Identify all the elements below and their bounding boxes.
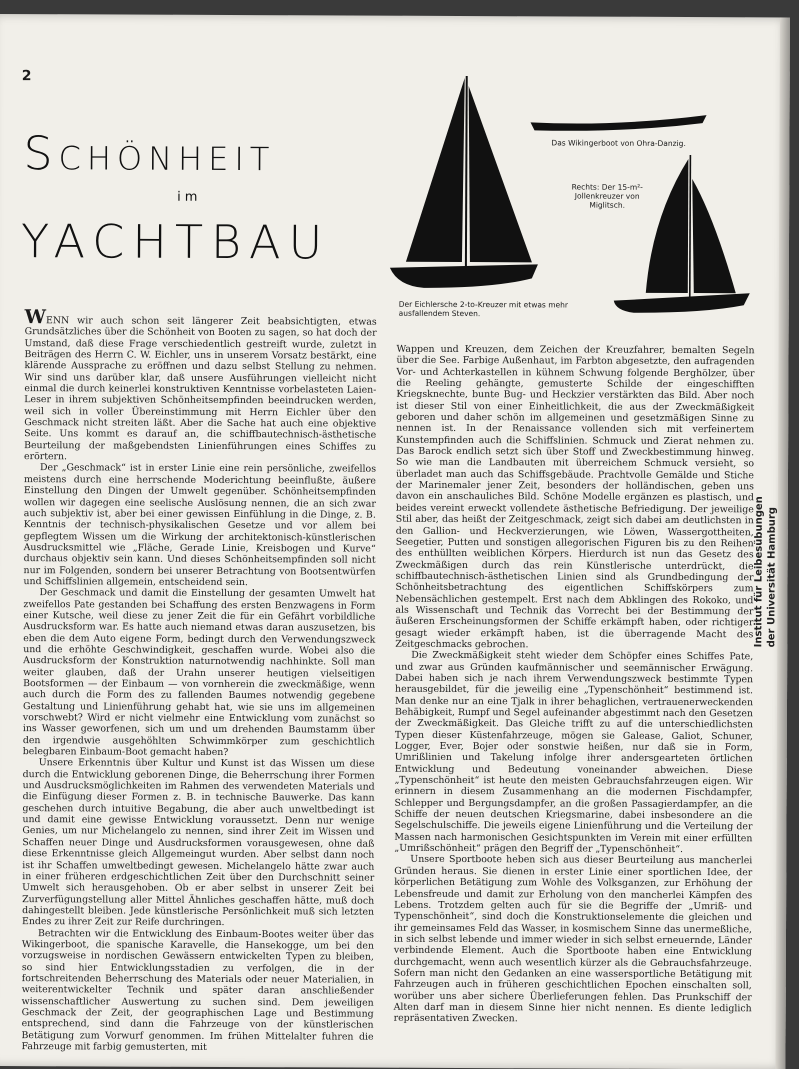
- paragraph: Die Zweckmäßigkeit steht wieder dem Schöpfer eines Schiffes Pate, und zwar aus Gründen kaufmännischer und seemännischer Erwägung. Dabei haben sich je nach ihrem Verwendungszweck bestimmte Typen herausgebildet, für die jeweilig eine „Typenschönheit“ bestimmend ist. Man denke nur an eine Tjalk in ihrer behaglichen, vertrauenerweckenden Behäbigkeit, Rumpf und Segel aufeinander abgestimmt nach den Gesetzen der Zweckmäßigkeit. Das Gleiche trifft zu auf die unterschiedlichsten Typen dieser Küstenfahrzeuge, mögen sie Galease, Galiot, Schuner, Logger, Ever, Bojer oder sonstwie heißen, nur daß sie in Form, Umrißlinien und Takelung infolge ihrer andersgearteten örtlichen Entwicklung und Bedeutung voneinander abweichen. Diese „Typenschönheit“ ist heute den meisten Gebrauchsfahrzeugen eigen. Wir erinnern in diesem Zusammenhang an die modernen Fischdampfer, Schlepper und Bergungsdampfer, an die großen Passagierdampfer, an die Schiffe der neuen deutschen Kriegsmarine, dabei insbesondere an die Segelschulschiffe. Die jeweils eigene Linienführung und die Verteilung der Massen nach harmonischen Gesichtspunkten im Verein mit einer erfüllten „Umrißschönheit“ prägen den Begriff der „Typenschönheit“.: [394, 650, 754, 856]
- paragraph: Der Geschmack und damit die Einstellung der gesamten Umwelt hat zweifellos Pate gestanden bei Schaffung des ersten Benzwagens in Form einer Kutsche, weil diese zu jener Zeit die für ein Gefährt vorbildliche Ausdrucksform war. Es hatte auch niemand etwas daran auszusetzen, bis eben die dem Auto eigene Form, bedingt durch den Verwendungszweck und die erhöhte Geschwindigkeit, geschaffen wurde. Wobei also die Ausdrucksform der Konstruktion naturnotwendig nachhinkte. Soll man weiter glauben, daß der Urahn unserer heutigen vielseitigen Bootsformen — der Einbaum — von vornherein die zweckmäßige, wenn auch durch die Form des zu fallenden Baumes notwendig gegebene Gestaltung und Linienführung gehabt hat, wie sie uns im allgemeinen vorschwebt? Wird er nicht vielmehr eine Entwicklung vom zunächst so ins Wasser geworfenen, sich um und um drehenden Baumstamm über den irgendwie ausgehöhlten Schwimmkörper zum geschichtlich belegbaren Einbaum-Boot gemacht haben?: [22, 587, 376, 759]
- title-line-3: YACHTBAU: [20, 214, 331, 270]
- paragraph: Wappen und Kreuzen, dem Zeichen der Kreuzfahrer, bemalten Segeln über die See. Farbige Außenhaut, im Farbton abgesetzte, den aufragenden Vor- und Achterkastellen in kühnem Schwung folgende Berghölzer, über die Reeling gehängte, gemusterte Schilde der eingeschifften Kriegsknechte, bunte Bug- und Heckzier verstärkten das Bild. Aber noch ist dieser Stil von einer Einheitlichkeit, die aus der Zweckmäßigkeit geboren und daher schön im allgemeinen und gesetzmäßigen Sinne zu nennen ist. In der Renaissance vollenden sich mit verfeinertem Kunstempfinden auch die Schiffslinien. Schmuck und Zierat nehmen zu. Das Barock endlich setzt sich über Stoff und Zweckbestimmung hinweg. So wie man die Landbauten mit überreichem Schmuck versieht, so überladet man auch das Schiffsgebäude. Prachtvolle Gemälde und Stiche der Marinemaler jener Zeit, besonders der holländischen, geben uns davon ein anschauliches Bild. Schöne Modelle ergänzen es plastisch, und beides vereint erweckt vollendete ästhetische Befriedigung. Der jeweilige Stil aber, das heißt der Zeitgeschmack, zeigt sich dabei am deutlichsten in den Gallion- und Heckverzierungen, wie Löwen, Wassergottheiten, Seegetier, Putten und sonstigen allegorischen Figuren bis zu den Reihen des enthüllten weiblichen Körpers. Hierdurch ist nun das Gesetz des Zweckmäßigen durch das rein Künstlerische unterdrückt, die schiffbautechnisch-ästhetischen Linien sind als Grundbedingung der Schönheitsbetrachtung des eigentlichen Schiffskörpers zum Nebensächlichen gestempelt. Erst nach dem Abklingen des Rokoko, und als Wissenschaft und Technik das Vorrecht bei der Bestimmung der äußeren Erscheinungsformen der Schiffe erkämpft haben, oder richtiger gesagt wieder erkämpft haben, ist die überragende Macht des Zeitgeschmacks gebrochen.: [395, 343, 755, 651]
- title-line-2: im: [177, 189, 202, 205]
- paragraph: Unsere Erkenntnis über Kultur und Kunst ist das Wissen um diese durch die Entwicklung geborenen Dinge, die Beherrschung ihrer Formen und Ausdrucksmöglichkeiten im Rahmen des verwendeten Materials und die Einfügung dieser Formen z. B. in technische Bauwerke. Das kann geschehen durch intuitive Begabung, die aber auch unweltbedingt ist und damit eine gewisse Entwicklung voraussetzt. Denn nur wenige Genies, um nur Michelangelo zu nennen, sind ihrer Zeit im Wissen und Schaffen neuer Dinge und Ausdrucksformen vorausgewesen, ohne daß diese Erkenntnisse gleich Allgemeingut wurden. Aber selbst dann noch ist ihr Schaffen umweltbedingt gewesen. Michelangelo hätte zwar auch in einer früheren erdgeschichtlichen Zeit über den Durchschnitt seiner Umwelt sich herausgehoben. Ob er aber selbst in unserer Zeit bei Zurverfügungstellung aller Mittel Ähnliches geschaffen hätte, muß doch dahingestellt bleiben. Jede künstlerische Persönlichkeit muß sich letzten Endes zu ihrer Zeit zur Reife durchringen.: [22, 757, 375, 929]
- dinghy-cruiser-illustration: [614, 155, 751, 314]
- stamp-line-2: der Universität Hamburg: [766, 507, 778, 648]
- title-line-1: Schönheit: [23, 126, 276, 182]
- page-number: 2: [21, 68, 32, 85]
- eichler-cruiser-illustration: [390, 76, 539, 289]
- caption-viking-boat: Das Wikingerboot von Ohra-Danzig.: [551, 138, 686, 148]
- paragraph: Unsere Sportboote heben sich aus dieser Beurteilung aus mancherlei Gründen heraus. Sie dienen in erster Linie einer sportlichen Idee, der körperlichen Betätigung zum Wohle des Volksganzen, zur Erhöhung der Lebensfreude und damit zur Erholung von den mancherlei Kämpfen des Lebens. Trotzdem gelten auch für sie die Begriffe der „Umriß- und Typenschönheit“, sind doch die Konstruktionselemente die gleichen und ihr gemeinsames Feld das Wasser, in kosmischem Sinne das unermeßliche, in sich selbst lebende und immer wieder in sich selbst erneuernde, Länder verbindende Element. Auch die Sportboote haben eine Entwicklung durchgemacht, wenn auch wesentlich kürzer als die Gebrauchsfahrzeuge. Sofern man nicht den Gedanken an eine wassersportliche Betätigung mit Fahrzeugen auch in früheren geschichtlichen Epochen einschalten soll, worüber uns aber sichere Überlieferungen fehlen. Das Prunkschiff der Alten darf man in diesem Sinne hier nicht nennen. Es diente lediglich repräsentativen Zwecken.: [393, 854, 753, 1025]
- caption-dinghy-cruiser: Rechts: Der 15-m²-Jollenkreuzer von Miglitsch.: [571, 182, 643, 210]
- article-column-left: [21, 306, 377, 1054]
- viking-boat-illustration: [530, 114, 706, 131]
- magazine-page: [0, 14, 790, 1069]
- article-column-right: [394, 344, 755, 1026]
- paragraph: [24, 306, 377, 464]
- paragraph-text: ENN wir auch schon seit längerer Zeit beabsichtigten, etwas Grundsätzliches über die Schönheit von Booten zu sagen, so hat doch der Umstand, daß diese Frage verschiedentlich gestreift wurde, zuletzt in Beiträgen des Herrn C. W. Eichler, uns in unserem Vorsatz bestärkt, eine klärende Aussprache zu eröffnen und dazu selbst Stellung zu nehmen. Wir sind uns darüber klar, daß unsere Ausführungen vielleicht nicht einmal die durch keinerlei konstruktiven Kenntnisse vorbelasteten Laien-Leser in ihrem subjektiven Schönheitsempfinden beeindrucken werden, weil sich in voller Übereinstimmung mit Herrn Eichler über den Geschmack nicht streiten läßt. Aber die Sache hat auch eine objektive Seite. Uns kommt es darauf an, die schiffbautechnisch-ästhetische Beurteilung der maßgebendsten Linienführungen eines Schiffes zu erörtern.: [24, 315, 377, 463]
- paragraph: Der „Geschmack“ ist in erster Linie eine rein persönliche, zweifellos meistens durch eine herrschende Moderichtung beeinflußte, äußere Einstellung den Dingen der Umwelt gegenüber. Schönheitsempfinden wollen wir dagegen eine seelische Auslösung nennen, die an sich zwar auch subjektiv ist, aber bei einer gewissen Einfühlung in die Dinge, z. B. Kenntnis der technisch-physikalischen Gesetze und vor allem bei gepflegtem Wissen um die Wirkung der architektonisch-künstlerischen Ausdrucksmittel wie „Fläche, Gerade Linie, Kreisbogen und Kurve“ durchaus objektiv sein kann. Und dieses Schönheitsempfinden soll nicht nur im Folgenden, sondern bei unserer Betrachtung von Bootsentwürfen und Schiffslinien allgemein, entscheidend sein.: [23, 462, 377, 588]
- stamp-line-1: Institut für Leibesübungen: [753, 496, 765, 648]
- library-stamp: [749, 497, 790, 657]
- drop-cap: W: [24, 306, 47, 329]
- paragraph: Betrachten wir die Entwicklung des Einbaum-Bootes weiter über das Wikingerboot, die spanische Karavelle, die Hansekogge, um bei den vorzugsweise in nordischen Gewässern entwickelten Typen zu bleiben, so sind hier Entwicklungsstadien zu verfolgen, die in der fortschreitenden Beherrschung des Materials oder neuer Materialien, in weiterentwickelter Technik und später daran anschließender wissenschaftlicher Auswertung zu suchen sind. Dem jeweiligen Geschmack der Zeit, der geographischen Lage und Bestimmung entsprechend, sind dann die Fahrzeuge von der künstlerischen Betätigung zum Vorwurf genommen. Im frühen Mittelalter fuhren die Fahrzeuge mit farbig gemusterten, mit: [21, 927, 375, 1053]
- caption-eichler-cruiser: Der Eichlersche 2-to-Kreuzer mit etwas mehr ausfallendem Steven.: [398, 299, 569, 319]
